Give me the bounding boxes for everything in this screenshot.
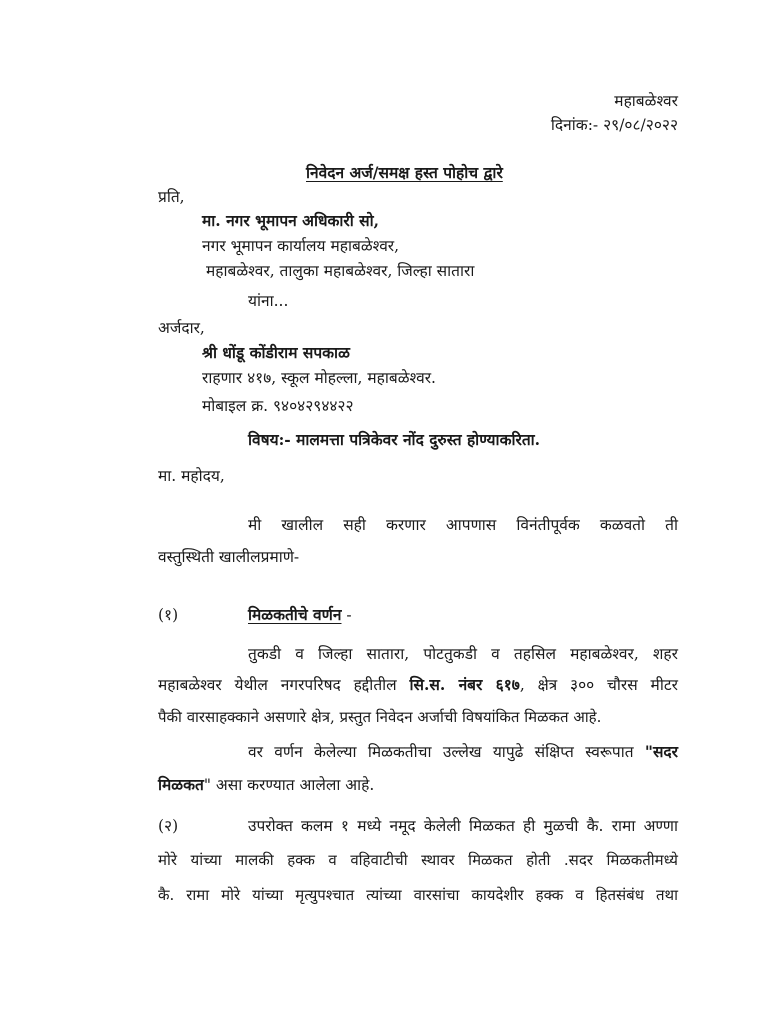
section-1-p2-line-2-b: " असा करण्यात आलेला आहे. — [203, 776, 375, 794]
date-label: दिनांक:- २९/०८/२०२२ — [550, 116, 678, 134]
applicant-label: अर्जदार, — [158, 319, 205, 337]
section-1-heading-row — [248, 604, 352, 626]
applicant-name: श्री धोंडू कोंडीराम सपकाळ — [202, 343, 350, 362]
section-1-p1-line-2 — [158, 674, 678, 696]
recipient-office: नगर भूमापन कार्यालय महाबळेश्वर, — [202, 237, 400, 255]
section-1-p1-line-2-c: , क्षेत्र ३०० चौरस मीटर — [519, 676, 678, 694]
prati-label: प्रति, — [158, 188, 185, 206]
yanna-label: यांना... — [248, 292, 289, 310]
section-1-p2-line-2 — [158, 774, 374, 796]
place-label: महाबळेश्वर — [614, 92, 678, 110]
section-2-line-1: उपरोक्त कलम १ मध्ये नमूद केलेली मिळकत ही मुळची कै. रामा अण्णा — [248, 817, 678, 835]
milkat-label: मिळकत — [158, 775, 204, 794]
sadar-label: "सदर — [644, 742, 678, 761]
section-1-heading-suffix: - — [346, 606, 352, 624]
section-1-p2-line-1-a: वर वर्णन केलेल्या मिळकतीचा उल्लेख यापुढे संक्षिप्त स्वरूपात — [248, 743, 645, 761]
section-2-line-2: मोरे यांच्या मालकी हक्क व वहिवाटीची स्थावर मिळकत होती .सदर मिळकतीमध्ये — [158, 851, 678, 869]
applicant-mobile: मोबाइल क्र. ९४०४२९४४२२ — [202, 397, 354, 415]
salutation: मा. महोदय, — [158, 467, 225, 485]
cts-number: सि.स. नंबर ६१७ — [409, 675, 520, 694]
intro-line-1: मी खालील सही करणार आपणास विनंतीपूर्वक कळवतो ती — [248, 516, 678, 534]
section-1-p1-line-2-a: महाबळेश्वर येथील नगरपरिषद हद्दीतील — [158, 676, 410, 694]
applicant-residence: राहणार ४१७, स्कूल मोहल्ला, महाबळेश्वर. — [202, 369, 436, 387]
intro-line-2: वस्तुस्थिती खालीलप्रमाणे- — [158, 548, 300, 566]
section-2-number: (२) — [158, 817, 179, 835]
recipient-name: मा. नगर भूमापन अधिकारी सो, — [202, 211, 380, 230]
recipient-address: महाबळेश्वर, तालुका महाबळेश्वर, जिल्हा सातारा — [206, 262, 475, 280]
section-1-heading: मिळकतीचे वर्णन — [248, 605, 342, 624]
section-1-number: (१) — [158, 606, 179, 624]
subject-line: विषय:- मालमत्ता पत्रिकेवर नोंद दुरुस्त होण्याकरिता. — [248, 430, 541, 449]
section-2-line-3: कै. रामा मोरे यांच्या मृत्युपश्चात त्यांच्या वारसांचा कायदेशीर हक्क व हितसंबंध तथा — [158, 886, 678, 904]
section-1-p2-line-1 — [248, 741, 678, 763]
section-1-p1-line-3: पैकी वारसाहक्काने असणारे क्षेत्र, प्रस्तुत निवेदन अर्जाची विषयांकित मिळकत आहे. — [158, 708, 602, 726]
document-title: निवेदन अर्ज/समक्ष हस्त पोहोच द्वारे — [306, 163, 503, 182]
section-1-p1-line-1: तुकडी व जिल्हा सातारा, पोटतुकडी व तहसिल महाबळेश्वर, शहर — [248, 645, 678, 663]
